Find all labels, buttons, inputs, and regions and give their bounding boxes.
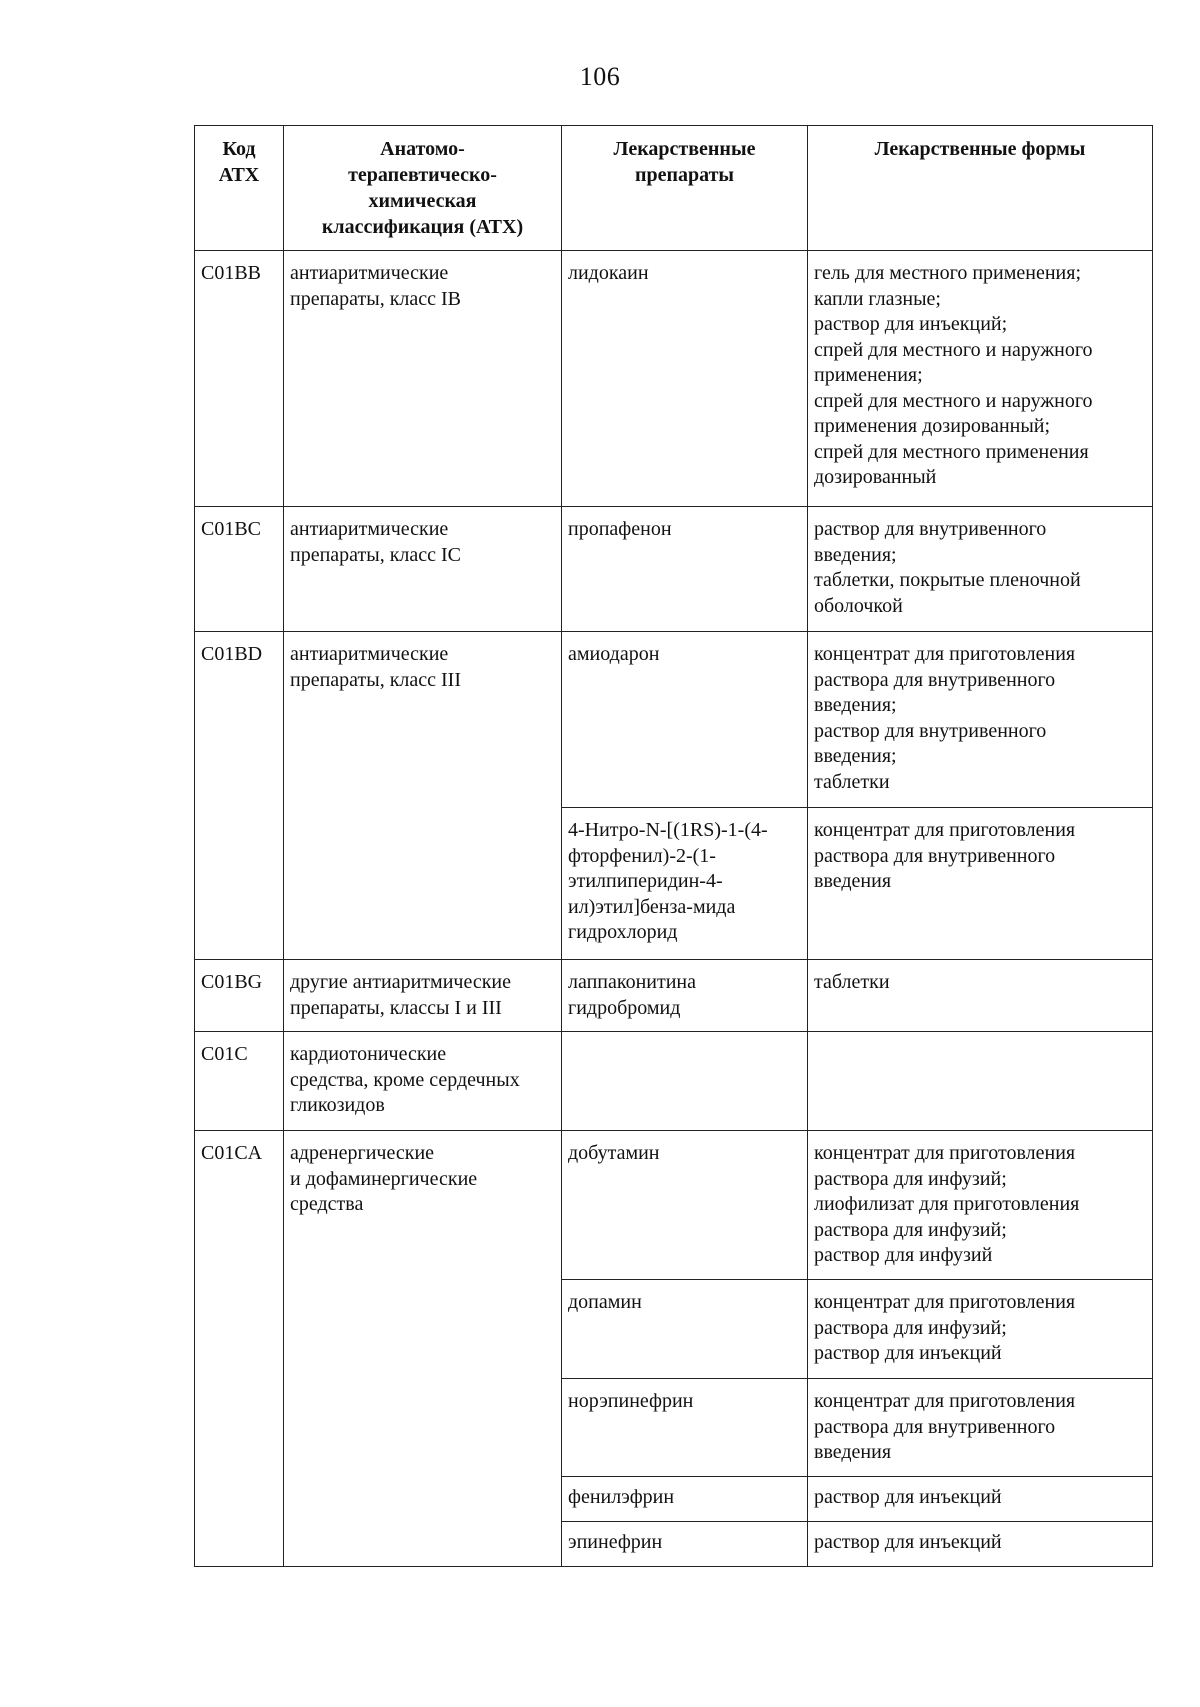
atc-code: C01BD	[195, 632, 284, 960]
table-row	[195, 1131, 1153, 1280]
dosage-forms	[808, 1032, 1153, 1131]
drug-name: лаппаконитина гидробромид	[562, 960, 808, 1032]
page-number: 106	[579, 62, 621, 91]
dosage-forms: раствор для внутривенного введения; таблетки, покрытые пленочной оболочкой	[808, 507, 1153, 632]
drug-name: фенилэфрин	[562, 1477, 808, 1522]
dosage-forms: таблетки	[808, 960, 1153, 1032]
atc-code: C01BG	[195, 960, 284, 1032]
table-row	[195, 1032, 1153, 1131]
dosage-forms: концентрат для приготовления раствора для инфузий; раствор для инъекций	[808, 1280, 1153, 1379]
atc-code: C01CA	[195, 1131, 284, 1567]
atc-classification: кардиотонические средства, кроме сердечных гликозидов	[284, 1032, 562, 1131]
dosage-forms: гель для местного применения; капли глазные; раствор для инъекций; спрей для местного и наружного применения; спрей для местного и наружного применения дозированный; спрей для местного применения дозированный	[808, 251, 1153, 507]
dosage-forms: раствор для инъекций	[808, 1477, 1153, 1522]
drug-name: эпинефрин	[562, 1522, 808, 1567]
atc-code: C01BB	[195, 251, 284, 507]
atc-code: C01BC	[195, 507, 284, 632]
atc-code: C01C	[195, 1032, 284, 1131]
header-code: Код АТХ	[195, 126, 284, 251]
drug-name: допамин	[562, 1280, 808, 1379]
atc-drug-table	[194, 125, 1153, 1567]
drug-name: пропафенон	[562, 507, 808, 632]
header-drugs: Лекарственные препараты	[562, 126, 808, 251]
drug-name: лидокаин	[562, 251, 808, 507]
table-row	[195, 251, 1153, 507]
table-row	[195, 960, 1153, 1032]
drug-name: 4-Нитро-N-[(1RS)-1-(4- фторфенил)-2-(1- этилпиперидин-4- ил)этил]бенза-мида гидрохлорид	[562, 808, 808, 960]
header-forms: Лекарственные формы	[808, 126, 1153, 251]
atc-classification: антиаритмические препараты, класс IC	[284, 507, 562, 632]
atc-classification: адренергические и дофаминергические средства	[284, 1131, 562, 1567]
table-row	[195, 507, 1153, 632]
atc-classification: антиаритмические препараты, класс III	[284, 632, 562, 960]
header-classification: Анатомо- терапевтическо- химическая классификация (АТХ)	[284, 126, 562, 251]
atc-classification: другие антиаритмические препараты, классы I и III	[284, 960, 562, 1032]
table-header-row	[195, 126, 1153, 251]
dosage-forms: концентрат для приготовления раствора для инфузий; лиофилизат для приготовления раствора для инфузий; раствор для инфузий	[808, 1131, 1153, 1280]
drug-name: амиодарон	[562, 632, 808, 808]
drug-name	[562, 1032, 808, 1131]
dosage-forms: концентрат для приготовления раствора для внутривенного введения; раствор для внутривенного введения; таблетки	[808, 632, 1153, 808]
table-row	[195, 632, 1153, 808]
drug-name: добутамин	[562, 1131, 808, 1280]
atc-classification: антиаритмические препараты, класс IB	[284, 251, 562, 507]
dosage-forms: концентрат для приготовления раствора для внутривенного введения	[808, 808, 1153, 960]
dosage-forms: концентрат для приготовления раствора для внутривенного введения	[808, 1379, 1153, 1477]
drug-name: норэпинефрин	[562, 1379, 808, 1477]
dosage-forms: раствор для инъекций	[808, 1522, 1153, 1567]
